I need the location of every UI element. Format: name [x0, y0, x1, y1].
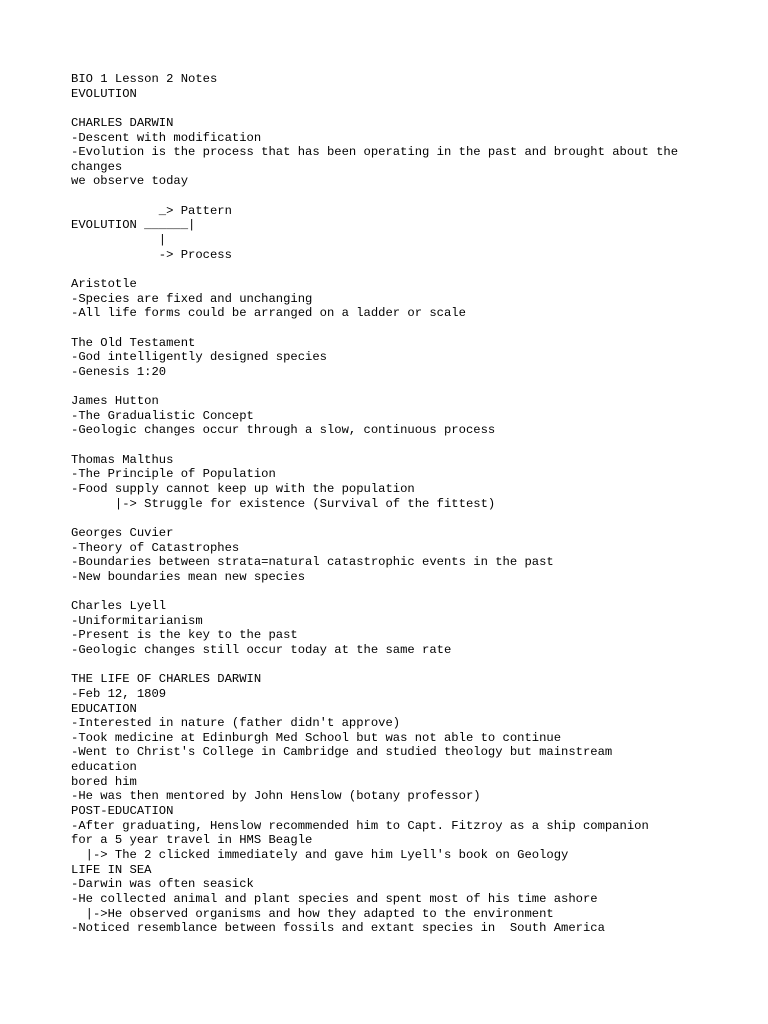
section-heading: James Hutton [71, 394, 159, 409]
note-line: |->He observed organisms and how they adapted to the environment [71, 906, 554, 921]
note-line: bored him [71, 774, 137, 789]
note-line: |-> The 2 clicked immediately and gave him Lyell's book on Geology [71, 847, 569, 862]
subsection-heading: POST-EDUCATION [71, 804, 174, 819]
blank-line [71, 511, 731, 526]
note-line: we observe today [71, 174, 189, 189]
blank-line [71, 189, 731, 204]
note-line: -He was then mentored by John Henslow (botany professor) [71, 789, 481, 804]
doc-title: BIO 1 Lesson 2 Notes [71, 72, 218, 86]
blank-line [71, 658, 731, 673]
note-line: -Feb 12, 1809 [71, 686, 167, 701]
note-line: -Geologic changes occur through a slow, continuous process [71, 423, 496, 438]
note-line: -Theory of Catastrophes [71, 540, 240, 555]
note-line: -Genesis 1:20 [71, 364, 167, 379]
diagram-line: _> Pattern [71, 203, 232, 218]
note-line: -Food supply cannot keep up with the population [71, 481, 415, 496]
note-line: -Noticed resemblance between fossils and extant species in South America [71, 921, 605, 936]
note-line: -Interested in nature (father didn't approve) [71, 716, 401, 731]
diagram-line: -> Process [71, 247, 232, 262]
section-heading: Charles Lyell [71, 599, 167, 614]
note-line: -God intelligently designed species [71, 350, 327, 365]
note-line: for a 5 year travel in HMS Beagle [71, 833, 313, 848]
section-heading: Aristotle [71, 276, 137, 291]
note-line: -Uniformitarianism [71, 613, 203, 628]
note-line: -After graduating, Henslow recommended him to Capt. Fitzroy as a ship companion [71, 818, 649, 833]
note-line: -Present is the key to the past [71, 628, 298, 643]
note-line: -Went to Christ's College in Cambridge and studied theology but mainstream [71, 745, 613, 760]
note-line: -Species are fixed and unchanging [71, 291, 313, 306]
diagram-line: | [71, 233, 167, 248]
note-line: -Geologic changes still occur today at the same rate [71, 642, 452, 657]
note-line: -He collected animal and plant species and spent most of his time ashore [71, 891, 598, 906]
section-heading: Thomas Malthus [71, 452, 174, 467]
doc-subtitle: EVOLUTION [71, 86, 137, 101]
blank-line [71, 584, 731, 599]
section-heading: The Old Testament [71, 335, 196, 350]
diagram-line: EVOLUTION ______| [71, 218, 196, 233]
note-line: -Took medicine at Edinburgh Med School but was not able to continue [71, 730, 562, 745]
section-heading: Georges Cuvier [71, 525, 174, 540]
note-line: -Descent with modification [71, 130, 262, 145]
section-heading: THE LIFE OF CHARLES DARWIN [71, 672, 262, 687]
note-line: education [71, 760, 137, 775]
section-heading: CHARLES DARWIN [71, 115, 174, 130]
note-line: -The Principle of Population [71, 467, 276, 482]
blank-line [71, 262, 731, 277]
notes-document [71, 72, 731, 936]
note-line: -Boundaries between strata=natural catastrophic events in the past [71, 555, 554, 570]
note-line: -New boundaries mean new species [71, 569, 306, 584]
blank-line [71, 321, 731, 336]
note-line: -Darwin was often seasick [71, 877, 254, 892]
subsection-heading: EDUCATION [71, 701, 137, 716]
note-line: -All life forms could be arranged on a ladder or scale [71, 306, 466, 321]
note-line: |-> Struggle for existence (Survival of the fittest) [71, 496, 496, 511]
subsection-heading: LIFE IN SEA [71, 862, 152, 877]
note-line: -Evolution is the process that has been operating in the past and brought about the [71, 145, 679, 160]
blank-line [71, 379, 731, 394]
blank-line [71, 101, 731, 116]
note-line: -The Gradualistic Concept [71, 408, 254, 423]
note-line: changes [71, 159, 123, 174]
blank-line [71, 438, 731, 453]
